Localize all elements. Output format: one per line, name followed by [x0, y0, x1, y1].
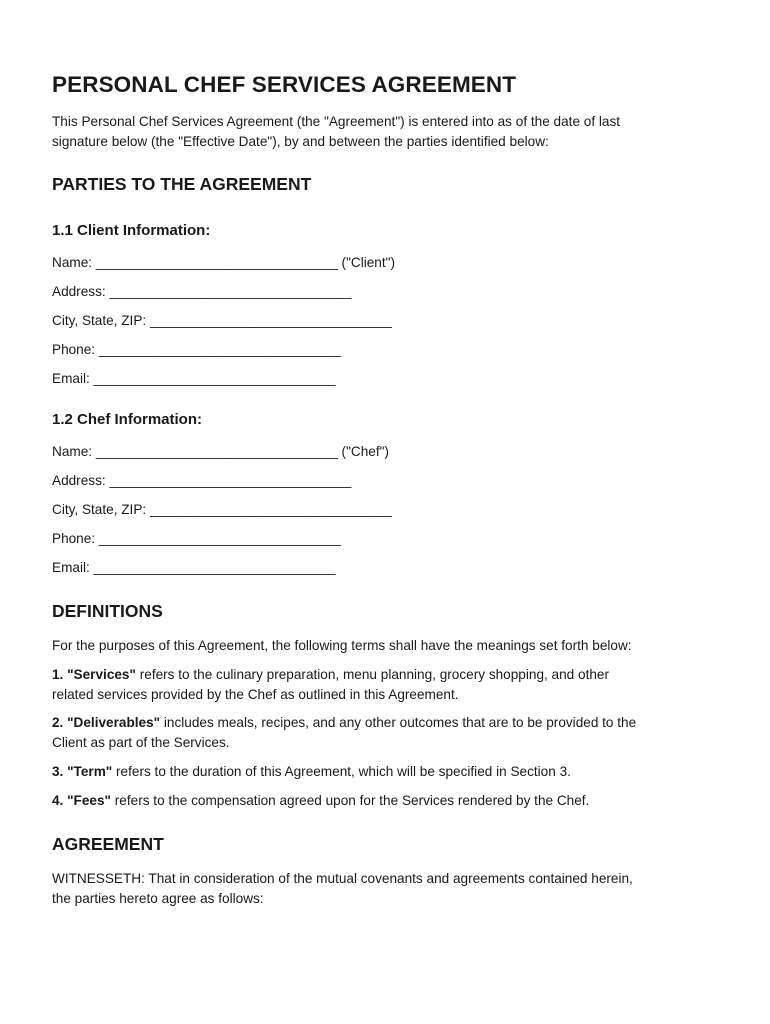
client-info-heading: 1.1 Client Information:	[52, 222, 211, 239]
definition-text: includes meals, recipes, and any other outcomes that are to be provided to the	[160, 715, 637, 730]
agreement-heading: AGREEMENT	[52, 834, 164, 854]
field-blank[interactable]: ________________________________	[149, 502, 392, 517]
intro-paragraph	[52, 112, 722, 152]
field-label: Name:	[52, 255, 93, 270]
field-suffix: ("Chef")	[337, 444, 389, 459]
field-label: City, State, ZIP:	[52, 313, 147, 328]
definitions-heading: DEFINITIONS	[52, 601, 163, 621]
chef-name-field[interactable]	[52, 443, 389, 461]
field-blank[interactable]: ________________________________	[98, 342, 341, 357]
definition-item	[52, 762, 722, 782]
intro-line-2: signature below (the "Effective Date"), by and between the parties identified below:	[52, 134, 549, 149]
field-blank[interactable]: ________________________________	[98, 531, 341, 546]
field-blank[interactable]: ________________________________	[95, 444, 338, 459]
definition-text: refers to the culinary preparation, menu planning, grocery shopping, and other	[135, 667, 609, 682]
field-label: Name:	[52, 444, 93, 459]
client-name-field[interactable]	[52, 254, 395, 272]
chef-info-heading: 1.2 Chef Information:	[52, 411, 203, 428]
definition-item	[52, 665, 722, 705]
field-blank[interactable]: ________________________________	[95, 255, 338, 270]
definition-item	[52, 791, 722, 811]
definition-term: 2. "Deliverables"	[52, 715, 161, 730]
field-label: Address:	[52, 284, 106, 299]
parties-heading: PARTIES TO THE AGREEMENT	[52, 174, 312, 194]
definition-text: refers to the duration of this Agreement, which will be specified in Section 3.	[112, 764, 571, 779]
field-label: Phone:	[52, 342, 96, 357]
field-blank[interactable]: ________________________________	[149, 313, 392, 328]
chef-email-field[interactable]	[52, 559, 336, 577]
definition-term: 4. "Fees"	[52, 793, 111, 808]
field-label: Phone:	[52, 531, 96, 546]
definition-text-cont: Client as part of the Services.	[52, 735, 230, 750]
definition-item	[52, 713, 722, 753]
definitions-intro: For the purposes of this Agreement, the following terms shall have the meanings set forth below:	[52, 638, 632, 653]
client-city-state-zip-field[interactable]	[52, 312, 392, 330]
client-phone-field[interactable]	[52, 341, 341, 359]
client-email-field[interactable]	[52, 370, 336, 388]
chef-phone-field[interactable]	[52, 530, 341, 548]
field-blank[interactable]: ________________________________	[109, 284, 352, 299]
definition-text: refers to the compensation agreed upon for the Services rendered by the Chef.	[111, 793, 590, 808]
field-label: City, State, ZIP:	[52, 502, 147, 517]
field-suffix: ("Client")	[337, 255, 396, 270]
agreement-line-1: WITNESSETH: That in consideration of the mutual covenants and agreements contained herein,	[52, 871, 633, 886]
definition-term: 1. "Services"	[52, 667, 136, 682]
client-address-field[interactable]	[52, 283, 351, 301]
definition-term: 3. "Term"	[52, 764, 113, 779]
definition-text-cont: related services provided by the Chef as outlined in this Agreement.	[52, 687, 459, 702]
field-blank[interactable]: ________________________________	[109, 473, 352, 488]
document-title: PERSONAL CHEF SERVICES AGREEMENT	[52, 72, 517, 97]
chef-city-state-zip-field[interactable]	[52, 501, 392, 519]
intro-line-1: This Personal Chef Services Agreement (the "Agreement") is entered into as of the date of last	[52, 114, 621, 129]
field-blank[interactable]: ________________________________	[93, 371, 336, 386]
field-label: Address:	[52, 473, 106, 488]
agreement-paragraph	[52, 869, 722, 909]
field-label: Email:	[52, 371, 90, 386]
field-label: Email:	[52, 560, 90, 575]
agreement-line-2: the parties hereto agree as follows:	[52, 891, 264, 906]
field-blank[interactable]: ________________________________	[93, 560, 336, 575]
chef-address-field[interactable]	[52, 472, 351, 490]
